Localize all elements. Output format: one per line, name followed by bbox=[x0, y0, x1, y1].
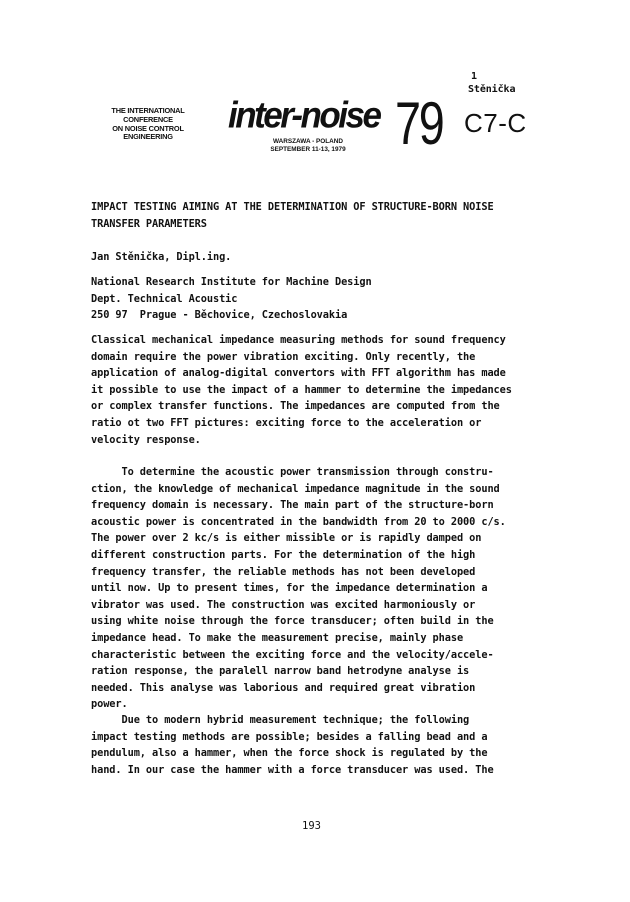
title-line: IMPACT TESTING AIMING AT THE DETERMINATION OF STRUCTURE-BORN NOISE bbox=[91, 201, 494, 213]
body-line: acoustic power is concentrated in the bandwidth from 20 to 2000 c/s. bbox=[91, 515, 506, 528]
paper-code: C7-C bbox=[464, 108, 527, 138]
body-line: frequency transfer, the reliable methods has not been developed bbox=[91, 565, 476, 578]
body-line: The power over 2 kc/s is either missible or is rapidly damped on bbox=[91, 532, 482, 545]
abstract-line: or complex transfer functions. The impedances are computed from the bbox=[91, 400, 500, 413]
body-line: ction, the knowledge of mechanical impedance magnitude in the sound bbox=[91, 482, 500, 495]
logo-year: 79 bbox=[395, 90, 443, 157]
conference-line: THE INTERNATIONAL bbox=[111, 106, 185, 115]
paper-title bbox=[91, 199, 551, 232]
body-paragraph-2 bbox=[91, 712, 551, 778]
abstract-line: application of analog-digital convertors with FFT algorithm has made bbox=[91, 367, 506, 380]
author-line: Jan Stěnička, Dipl.ing. bbox=[91, 251, 232, 263]
affiliation-line: 250 97 Prague - Běchovice, Czechoslovakia bbox=[91, 309, 348, 322]
body-line: frequency domain is necessary. The main part of the structure-born bbox=[91, 499, 494, 512]
conference-name bbox=[84, 107, 212, 142]
abstract bbox=[91, 332, 551, 448]
body-line: hand. In our case the hammer with a force transducer was used. The bbox=[91, 763, 494, 776]
abstract-line: domain require the power vibration exciting. Only recently, the bbox=[91, 350, 476, 363]
affiliation-line: Dept. Technical Acoustic bbox=[91, 292, 238, 305]
conference-line: ON NOISE CONTROL bbox=[112, 123, 184, 133]
inter-noise-logo bbox=[228, 90, 443, 157]
body-line: Due to modern hybrid measurement technique; the following bbox=[91, 714, 470, 726]
logo-location-line: SEPTEMBER 11-13, 1979 bbox=[270, 146, 346, 153]
body-line: characteristic between the exciting force and the velocity/accele- bbox=[91, 648, 494, 661]
affiliation bbox=[91, 274, 372, 324]
body-line: vibrator was used. The construction was excited harmoniously or bbox=[91, 598, 476, 611]
logo-wordmark: inter-noise bbox=[228, 95, 380, 136]
body-line: power. bbox=[91, 698, 128, 711]
abstract-line: it possible to use the impact of a hammer to determine the impedances bbox=[91, 383, 512, 396]
body-line: using white noise through the force transducer; often build in the bbox=[91, 615, 494, 628]
footer-page-number: 193 bbox=[302, 820, 321, 832]
corner-author: Stěnička bbox=[468, 84, 516, 95]
logo-location-line: WARSZAWA - POLAND bbox=[272, 138, 344, 145]
logo-location bbox=[268, 138, 348, 154]
header-page-info bbox=[468, 70, 515, 96]
body-line: To determine the acoustic power transmission through constru- bbox=[91, 466, 494, 478]
body-line: different construction parts. For the determination of the high bbox=[91, 548, 476, 561]
conference-line: ENGINEERING bbox=[123, 132, 173, 142]
body-paragraph-1 bbox=[91, 464, 551, 713]
corner-page-number: 1 bbox=[471, 71, 477, 82]
body-line: impact testing methods are possible; besides a falling bead and a bbox=[91, 730, 488, 743]
abstract-line: velocity response. bbox=[91, 433, 201, 446]
abstract-line: Classical mechanical impedance measuring methods for sound frequency bbox=[91, 334, 506, 346]
conference-line: CONFERENCE bbox=[123, 114, 173, 124]
body-line: needed. This analyse was laborious and required great vibration bbox=[91, 681, 476, 694]
body-line: until now. Up to present times, for the impedance determination a bbox=[91, 582, 488, 595]
body-line: ration response, the paralell narrow band hetrodyne analyse is bbox=[91, 665, 470, 678]
abstract-line: ratio ot two FFT pictures: exciting force to the acceleration or bbox=[91, 416, 482, 429]
affiliation-line: National Research Institute for Machine Design bbox=[91, 276, 372, 288]
body-line: impedance head. To make the measurement precise, mainly phase bbox=[91, 631, 464, 644]
body-line: pendulum, also a hammer, when the force shock is regulated by the bbox=[91, 747, 488, 760]
title-line: TRANSFER PARAMETERS bbox=[91, 217, 207, 230]
